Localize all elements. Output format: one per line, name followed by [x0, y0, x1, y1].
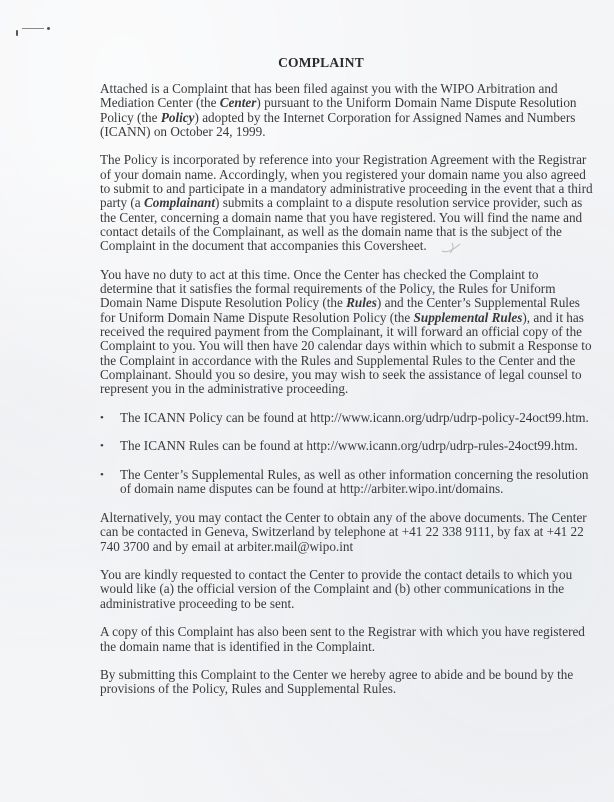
scan-speck	[47, 27, 50, 30]
text-line: of domain name disputes can be found at http://arbiter.wipo.int/domains.	[120, 481, 504, 497]
text-line: The ICANN Rules can be found at http://www.icann.org/udrp/udrp-rules-24oct99.htm.	[120, 438, 578, 454]
paragraph	[100, 268, 600, 397]
paragraph	[100, 568, 600, 611]
scan-speck	[16, 30, 18, 36]
defined-term: Rules	[346, 295, 377, 311]
text-line: The Center’s Supplemental Rules, as well as other information concerning the resolution	[120, 467, 589, 483]
text-line: would like (a) the official version of the Complaint and (b) other communications in the	[100, 581, 565, 597]
text-line: can be contacted in Geneva, Switzerland by telephone at +41 22 338 9111, by fax at +41 22	[100, 524, 584, 540]
bullet-item	[100, 411, 600, 425]
text-line: The ICANN Policy can be found at http://www.icann.org/udrp/udrp-policy-24oct99.htm.	[120, 409, 589, 425]
text-line: determine that it satisfies the formal requirements of the Policy, the Rules for Uniform	[100, 281, 556, 297]
text-line: Domain Name Dispute Resolution Policy (the Rules) and the Center’s Supplemental Rules	[100, 295, 580, 311]
scan-speck	[22, 28, 44, 29]
paragraph	[100, 511, 600, 554]
bullet-item	[100, 439, 600, 453]
document-body	[100, 82, 600, 711]
text-line: the domain name that is identified in the Complaint.	[100, 638, 376, 654]
text-line: The Policy is incorporated by reference into your Registration Agreement with the Registrar	[100, 152, 587, 168]
bullet-icon: •	[100, 411, 104, 424]
text-line: Mediation Center (the Center) pursuant to the Uniform Domain Name Dispute Resolution	[100, 95, 577, 111]
pencil-mark-icon	[440, 240, 464, 254]
text-line: (ICANN) on October 24, 1999.	[100, 123, 266, 139]
text-line: Alternatively, you may contact the Center to obtain any of the above documents. The Center	[100, 509, 587, 525]
text-line: for Uniform Domain Name Dispute Resolution Policy (the Supplemental Rules), and it has	[100, 309, 584, 325]
text-line: received the required payment from the Complainant, it will forward an official copy of the	[100, 324, 583, 340]
closing-paragraphs	[100, 511, 600, 697]
intro-paragraphs	[100, 82, 600, 397]
text-line: A copy of this Complaint has also been sent to the Registrar with which you have registered	[100, 624, 585, 640]
defined-term: Supplemental Rules	[413, 309, 523, 325]
text-line: 740 3700 and by email at arbiter.mail@wipo.int	[100, 538, 354, 554]
text-line: the Center, concerning a domain name that you have registered. You will find the name and	[100, 209, 583, 225]
paragraph	[100, 668, 600, 697]
text-line: party (a Complainant) submits a complaint to a dispute resolution service provider, such as	[100, 195, 583, 211]
document-title: COMPLAINT	[278, 55, 364, 70]
text-line: Policy (the Policy) adopted by the Internet Corporation for Assigned Names and Numbers	[100, 109, 576, 125]
text-line: Complainant. Should you so desire, you may wish to seek the assistance of legal counsel to	[100, 366, 582, 382]
defined-term: Complainant	[143, 195, 216, 211]
paragraph	[100, 153, 600, 253]
text-line: administrative proceeding to be sent.	[100, 595, 295, 611]
text-line: contact details of the Complainant, as well as the domain name that is the subject of the	[100, 223, 562, 239]
paragraph	[100, 625, 600, 654]
text-line: You have no duty to act at this time. Once the Center has checked the Complaint to	[100, 266, 539, 282]
resource-bullet-list	[100, 411, 600, 497]
text-line: to submit to and participate in a mandatory administrative proceeding in the event that a third	[100, 181, 593, 197]
bullet-icon: •	[100, 469, 104, 482]
bullet-item	[100, 468, 600, 497]
text-line: represent you in the administrative proceeding.	[100, 381, 349, 397]
text-line: provisions of the Policy, Rules and Supplemental Rules.	[100, 681, 397, 697]
defined-term: Center	[219, 95, 257, 111]
text-line: You are kindly requested to contact the Center to provide the contact details to which you	[100, 567, 573, 583]
text-line: the Complaint in accordance with the Rules and Supplemental Rules to the Center and the	[100, 352, 576, 368]
defined-term: Policy	[160, 109, 195, 125]
text-line: of your domain name. Accordingly, when you registered your domain name you also agreed	[100, 166, 586, 182]
text-line: Complaint in the document that accompanies this Coversheet.	[100, 238, 427, 254]
text-line: By submitting this Complaint to the Center we hereby agree to abide and be bound by the	[100, 667, 574, 683]
paragraph	[100, 82, 600, 139]
bullet-icon: •	[100, 440, 104, 453]
text-line: Complaint to you. You will then have 20 calendar days within which to submit a Response to	[100, 338, 592, 354]
text-line: Attached is a Complaint that has been filed against you with the WIPO Arbitration and	[100, 81, 558, 96]
